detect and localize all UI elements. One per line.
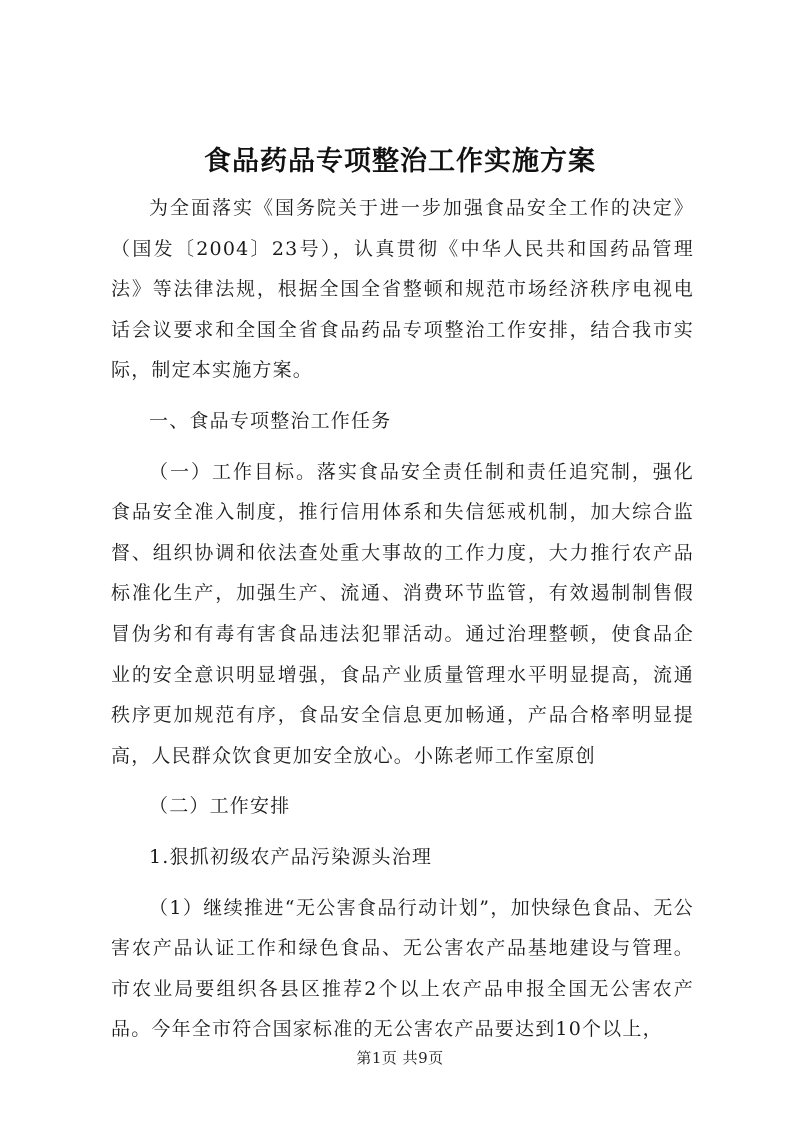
item-paragraph: （1）继续推进“无公害食品行动计划”，加快绿色食品、无公害农产品认证工作和绿色食品、无公害农产品基地建设与管理。市农业局要组织各县区推荐2个以上农产品申报全国无公害农产品。今年全市符合国家标准的无公害农产品要达到10个以上， xyxy=(111,896,694,1041)
section-heading: 一、食品专项整治工作任务 xyxy=(149,409,392,432)
document-body xyxy=(111,188,694,1050)
goal-paragraph: （一）工作目标。落实食品安全责任制和责任追究制，强化食品安全准入制度，推行信用体系和失信惩戒机制，加大综合监督、组织协调和依法查处重大事故的工作力度，大力推行农产品标准化生产，加强生产、流通、消费环节监管，有效遏制制售假冒伪劣和有毒有害食品违法犯罪活动。通过治理整顿，使食品企业的安全意识明显增强，食品产业质量管理水平明显提高，流通秩序更加规范有序，食品安全信息更加畅通，产品合格率明显提高，人民群众饮食更加安全放心。小陈老师工作室原创 xyxy=(111,460,694,767)
page-title: 食品药品专项整治工作实施方案 xyxy=(204,146,596,177)
item-heading: 1.狠抓初级农产品污染源头治理 xyxy=(149,845,433,868)
intro-paragraph: 为全面落实《国务院关于进一步加强食品安全工作的决定》（国发〔2004〕23号），认真贯彻《中华人民共和国药品管理法》等法律法规，根据全国全省整顿和规范市场经济秩序电视电话会议要求和全国全省食品药品专项整治工作安排，结合我市实际，制定本实施方案。 xyxy=(111,197,694,382)
subsection-heading: （二）工作安排 xyxy=(149,795,291,818)
page-number: 第1页 共9页 xyxy=(356,1049,444,1067)
